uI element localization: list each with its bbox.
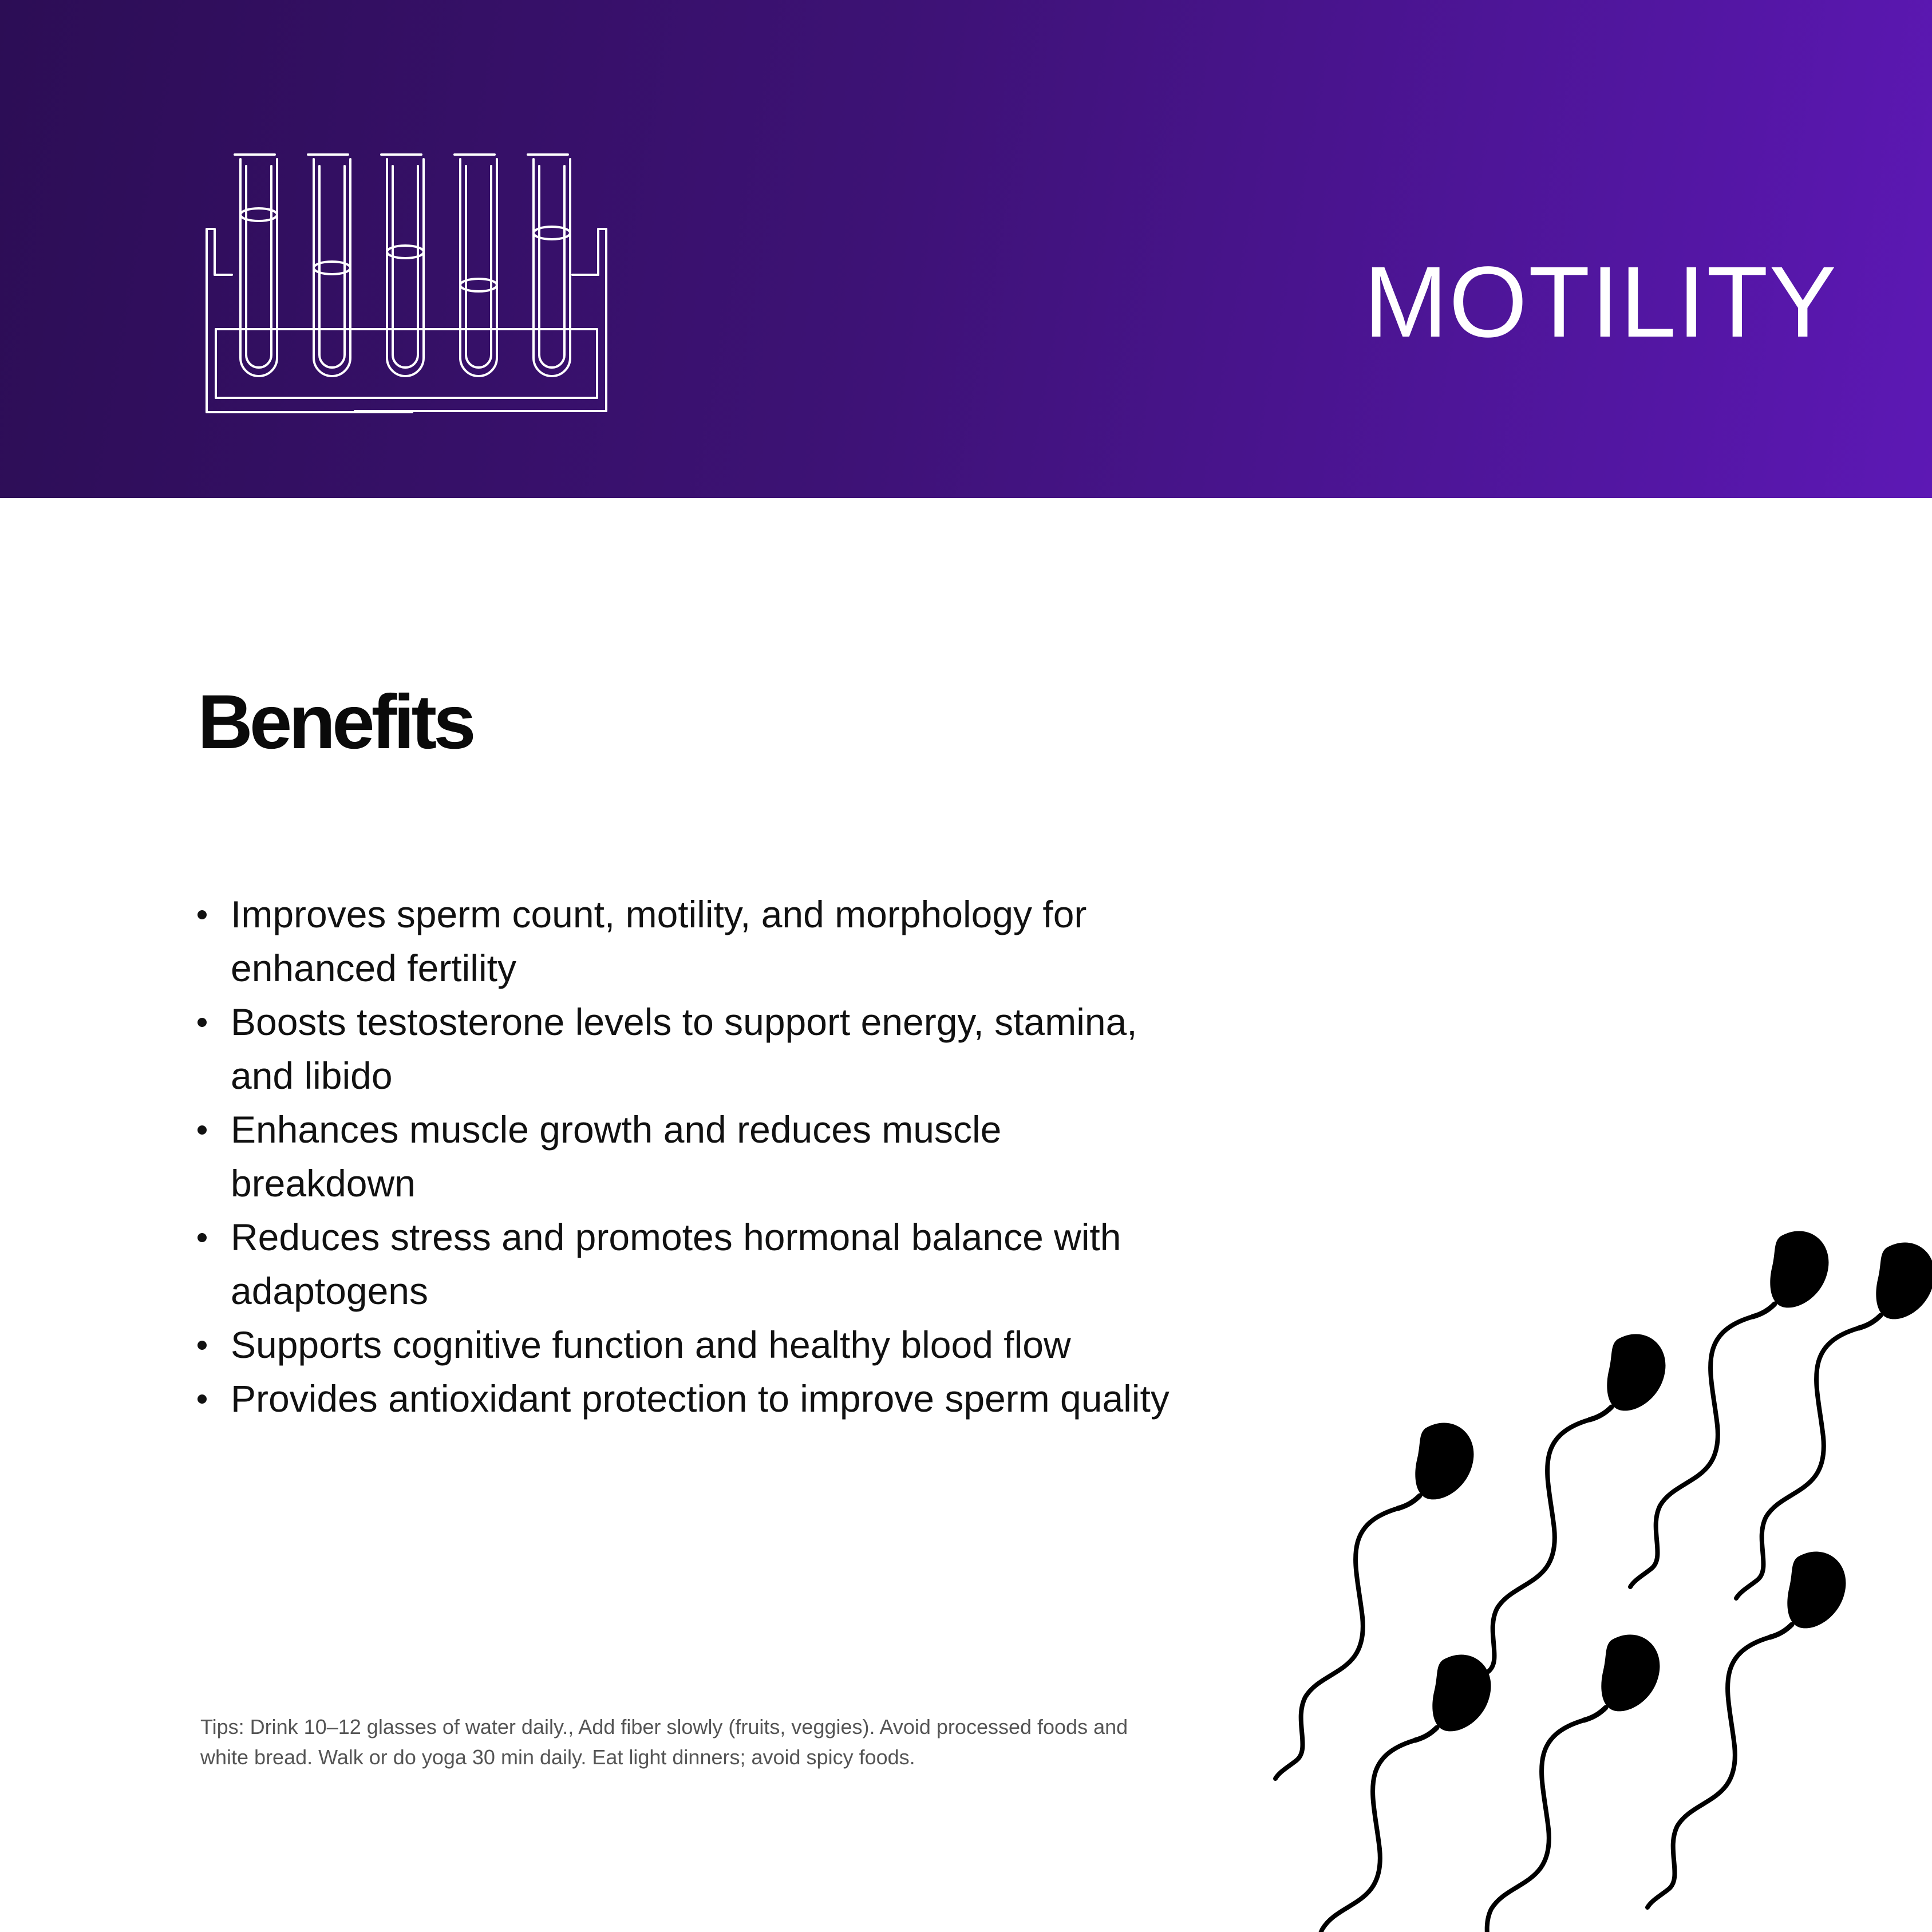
test-tube — [308, 155, 350, 376]
sperm-cell — [1293, 1655, 1491, 1932]
benefits-list — [197, 887, 1171, 1425]
sperm-cell — [1647, 1552, 1846, 1907]
sperm-cell — [1736, 1243, 1932, 1598]
list-item: Boosts testosterone levels to support energy, stamina, and libido — [197, 995, 1171, 1103]
benefits-heading: Benefits — [197, 679, 473, 765]
list-item: Supports cognitive function and healthy blood flow — [197, 1318, 1171, 1372]
test-tube — [381, 155, 424, 376]
header-banner — [0, 0, 1932, 498]
test-tube — [455, 155, 497, 376]
list-item: Enhances muscle growth and reduces muscle breakdown — [197, 1103, 1171, 1210]
test-tube — [235, 155, 277, 376]
list-item: Reduces stress and promotes hormonal balance with adaptogens — [197, 1210, 1171, 1318]
test-tube-rack-icon — [197, 143, 615, 418]
sperm-cells-icon — [1202, 1219, 1932, 1932]
sperm-cell — [1461, 1635, 1660, 1932]
tips-text: Tips: Drink 10–12 glasses of water daily., Add fiber slowly (fruits, veggies). Avoid processed foods and white bread. Walk or do yoga 30 min daily. Eat light dinners; avoid spicy foods. — [200, 1715, 1128, 1769]
page-title: MOTILITY — [1364, 246, 1838, 358]
sperm-cell — [1630, 1231, 1828, 1587]
list-item: Provides antioxidant protection to improve sperm quality — [197, 1372, 1171, 1425]
test-tube — [528, 155, 570, 376]
list-item: Improves sperm count, motility, and morphology for enhanced fertility — [197, 887, 1171, 995]
